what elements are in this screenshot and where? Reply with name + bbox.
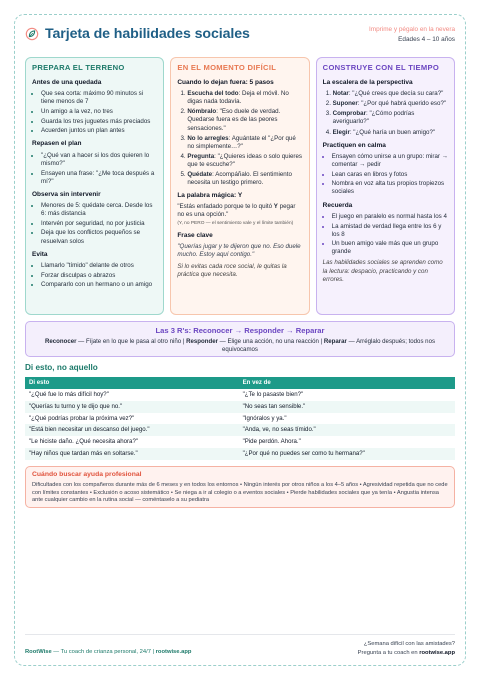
footer-cta [358,640,455,657]
header [25,25,455,55]
columns [25,57,455,315]
list-item: • Ensayen cómo unirse a un grupo: mirar → comentar → pedir [332,153,448,169]
list-item: • Que sea corta: máximo 90 minutos si tiene menos de 7 [41,90,157,106]
step-label: Quédate [187,170,213,178]
table-row [25,436,455,448]
list-item: • Acuerden juntos un plan antes [41,127,157,135]
instead-cell: "¿Por qué no puedes ser como tu hermana?" [239,448,455,460]
step-item [187,153,302,169]
list-item: • Intervén por seguridad, no por justicia [41,220,157,228]
help-text: Dificultades con los compañeros durante más de 6 meses y en todos los entornos • Ningún interés por otros niños a los 4–5 años • Agresividad repetida que no cede con límites constantes • Exclusión o acoso sistemático • Se niega a ir al colegio o a eventos sociales • Pierde habilidades sociales que ya tenía • Angustia intensa ante cualquier cambio en la rutina social — coméntaselo a su pediatra [32,482,448,504]
bullet-list [32,152,157,186]
footer-cta-link[interactable]: rootwise.app [419,649,455,656]
list-item: • Ensayen una frase: "¿Me toca después a mí?" [41,170,157,186]
list-item: • Un buen amigo vale más que un grupo grande [332,240,448,256]
table-row [25,401,455,413]
example-bold: Y [273,203,278,211]
r-text: — Fíjate en lo que le pasa al otro niño | [76,337,187,345]
instead-cell: "Ignóralos y ya." [242,414,287,422]
instead-cell: "No seas tan sensible." [239,401,455,413]
say-cell: "¿Qué podrías probar la próxima vez?" [29,414,135,422]
bullet-list [32,90,157,135]
professional-help-box [25,466,455,508]
step-text: : Aguántate el "¿Por qué no simplemente…?" [187,134,296,150]
footer-tagline: — Tu coach de crianza personal, 24/7 | [51,649,156,656]
say-cell: "Querías tu turno y te dijo que no." [25,401,239,413]
step-text: : Acompáñalo. El sentimiento necesita un testigo primero. [187,170,292,186]
footer-cta-text: Pregunta a tu coach en [357,649,420,656]
footer-cta-line [358,649,455,657]
step-text: : "¿Quieres ideas o solo quieres que te escuche?" [187,152,302,168]
ladder-text: : "¿Qué haría un buen amigo?" [349,128,436,136]
say-cell: "Hay niños que tardan más en soltarse." [25,448,239,460]
list-item: • Lean caras en libros y fotos [332,171,448,179]
bullet-list [323,153,448,197]
instead-cell: "Pide perdón. Ahora." [242,438,301,446]
table-header-row [25,377,455,389]
ladder-label: Suponer [332,100,358,108]
ladder-label: Comprobar [332,110,367,118]
ladder-text: : "¿Por qué habrá querido eso?" [357,100,447,108]
section-title: Repasen el plan [32,140,82,148]
magic-word-example [177,203,302,219]
list-item: • Compararlo con un hermano o un amigo [41,281,157,289]
key-phrase-note: Si lo evitas cada roce social, le quitas la práctica que necesita. [177,263,287,279]
step-item [187,90,302,106]
step-item [187,135,302,151]
list-item: • Menores de 5: quédate cerca. Desde los 6: más distancia [41,202,157,218]
footer-brand [25,649,191,657]
steps-list [177,90,302,187]
ladder-item [333,100,448,108]
list-item: • Nombra en voz alta tus propios tropiezos sociales [332,180,448,196]
ladder-item [333,90,448,98]
r-label: Responder [186,337,218,345]
example-text: "Estás enfadado porque te lo quitó [177,203,274,211]
step-text: : Deja el móvil. No digas nada todavía. [187,90,289,106]
step-label: Escucha del todo [187,90,239,98]
list-item: • "¿Qué van a hacer si los dos quieren lo mismo?" [41,152,157,168]
say-cell: "Le hiciste daño. ¿Qué necesita ahora?" [29,438,139,446]
column-title: EN EL MOMENTO DIFÍCIL [177,63,277,72]
list-item: • Deja que los conflictos pequeños se resuelvan solos [41,229,157,245]
skills-card [14,14,466,666]
column-difficult-moment [170,57,309,315]
list-item: • El juego en paralelo es normal hasta los 4 [332,213,448,221]
bullet-list [32,262,157,289]
step-item [187,171,302,187]
footer-cta-line: ¿Semana difícil con las amistades? [363,641,455,648]
section-title: La palabra mágica: Y [177,191,243,199]
ladder-list [323,90,448,136]
step-label: No lo arregles [187,134,229,142]
table-row [25,389,455,401]
r-text: — Elige una acción, no una reacción | [217,337,324,345]
step-text: : "Eso duele de verdad. Quedarse fuera es de las peores sensaciones." [187,108,281,132]
column-header: Di esto [25,377,239,389]
table-row [25,424,455,436]
ladder-text: : "¿Cómo podrías averiguarlo?" [332,110,415,126]
column-title: PREPARA EL TERRENO [32,63,125,72]
footer-site-link[interactable]: rootwise.app [155,649,192,656]
section-title: Observa sin intervenir [32,190,101,198]
section-title: Frase clave [177,231,213,239]
r-text: — Arréglalo después; todos nos equivocamos [222,337,436,353]
instead-cell: "Anda, ve, no seas tímido." [239,424,455,436]
magic-word-note: (Y, no PERO — el sentimiento vale y el límite también) [177,220,294,226]
instead-cell: "¿Te lo pasaste bien?" [242,390,304,398]
list-item: • Guarda los tres juguetes más preciados [41,118,157,126]
page-title: Tarjeta de habilidades sociales [45,26,250,42]
section-title: Practiquen en calma [322,141,386,149]
r-label: Reparar [323,337,347,345]
step-item [187,108,302,132]
section-title: La escalera de la perspectiva [322,78,413,86]
print-note: Imprime y pégalo en la nevera [369,26,455,33]
column-prepare [25,57,164,315]
column-title: CONSTRUYE CON EL TIEMPO [322,63,440,72]
three-rs-title: Las 3 R's: Reconocer → Responder → Reparar [155,326,325,335]
list-item: • La amistad de verdad llega entre los 6 y los 8 [332,223,448,239]
reminder-note: Las habilidades sociales se aprenden como la lectura: despacio, practicando y con errores. [322,259,443,283]
r-label: Reconocer [44,337,77,345]
list-item: • Forzar disculpas o abrazos [41,272,157,280]
ladder-label: Notar [332,90,349,98]
bullet-list [32,202,157,246]
leaf-logo-icon [25,27,39,41]
ladder-text: : "¿Qué crees que decía su cara?" [348,90,444,98]
footer-brand-name: RootWise [25,649,52,656]
section-title: Recuerda [322,201,353,209]
key-phrase: "Querías jugar y te dijeron que no. Eso duele mucho. Estoy aquí contigo." [177,243,301,259]
ladder-item [333,129,448,137]
list-item: • Llamarlo "tímido" delante de otros [41,262,157,270]
column-header: En vez de [239,377,455,389]
three-rs-text [34,338,446,354]
section-title: Cuando lo dejan fuera: 5 pasos [177,78,274,86]
say-cell: "¿Qué fue lo más difícil hoy?" [29,390,109,398]
list-item: • Un amigo a la vez, no tres [41,108,157,116]
example-text: pegar no es una opción." [177,203,296,219]
header-meta [369,26,455,45]
say-cell: "Está bien necesitar un descanso del juego." [25,424,239,436]
bullet-list [323,213,448,257]
help-title: Cuándo buscar ayuda profesional [32,471,142,479]
brand [25,25,250,43]
say-this-title: Di esto, no aquello [25,363,98,372]
table-row [25,448,455,460]
say-this-table [25,377,455,461]
step-label: Pregunta [187,152,215,160]
section-title: Evita [32,250,48,258]
footer [25,634,455,657]
ladder-item [333,110,448,126]
age-range: Edades 4 – 10 años [398,36,455,44]
three-rs-banner [25,321,455,357]
column-build-over-time [316,57,455,315]
section-title: Antes de una quedada [32,78,102,86]
step-label: Nómbralo [187,108,217,116]
table-row [25,413,455,425]
ladder-label: Elegir [332,128,350,136]
